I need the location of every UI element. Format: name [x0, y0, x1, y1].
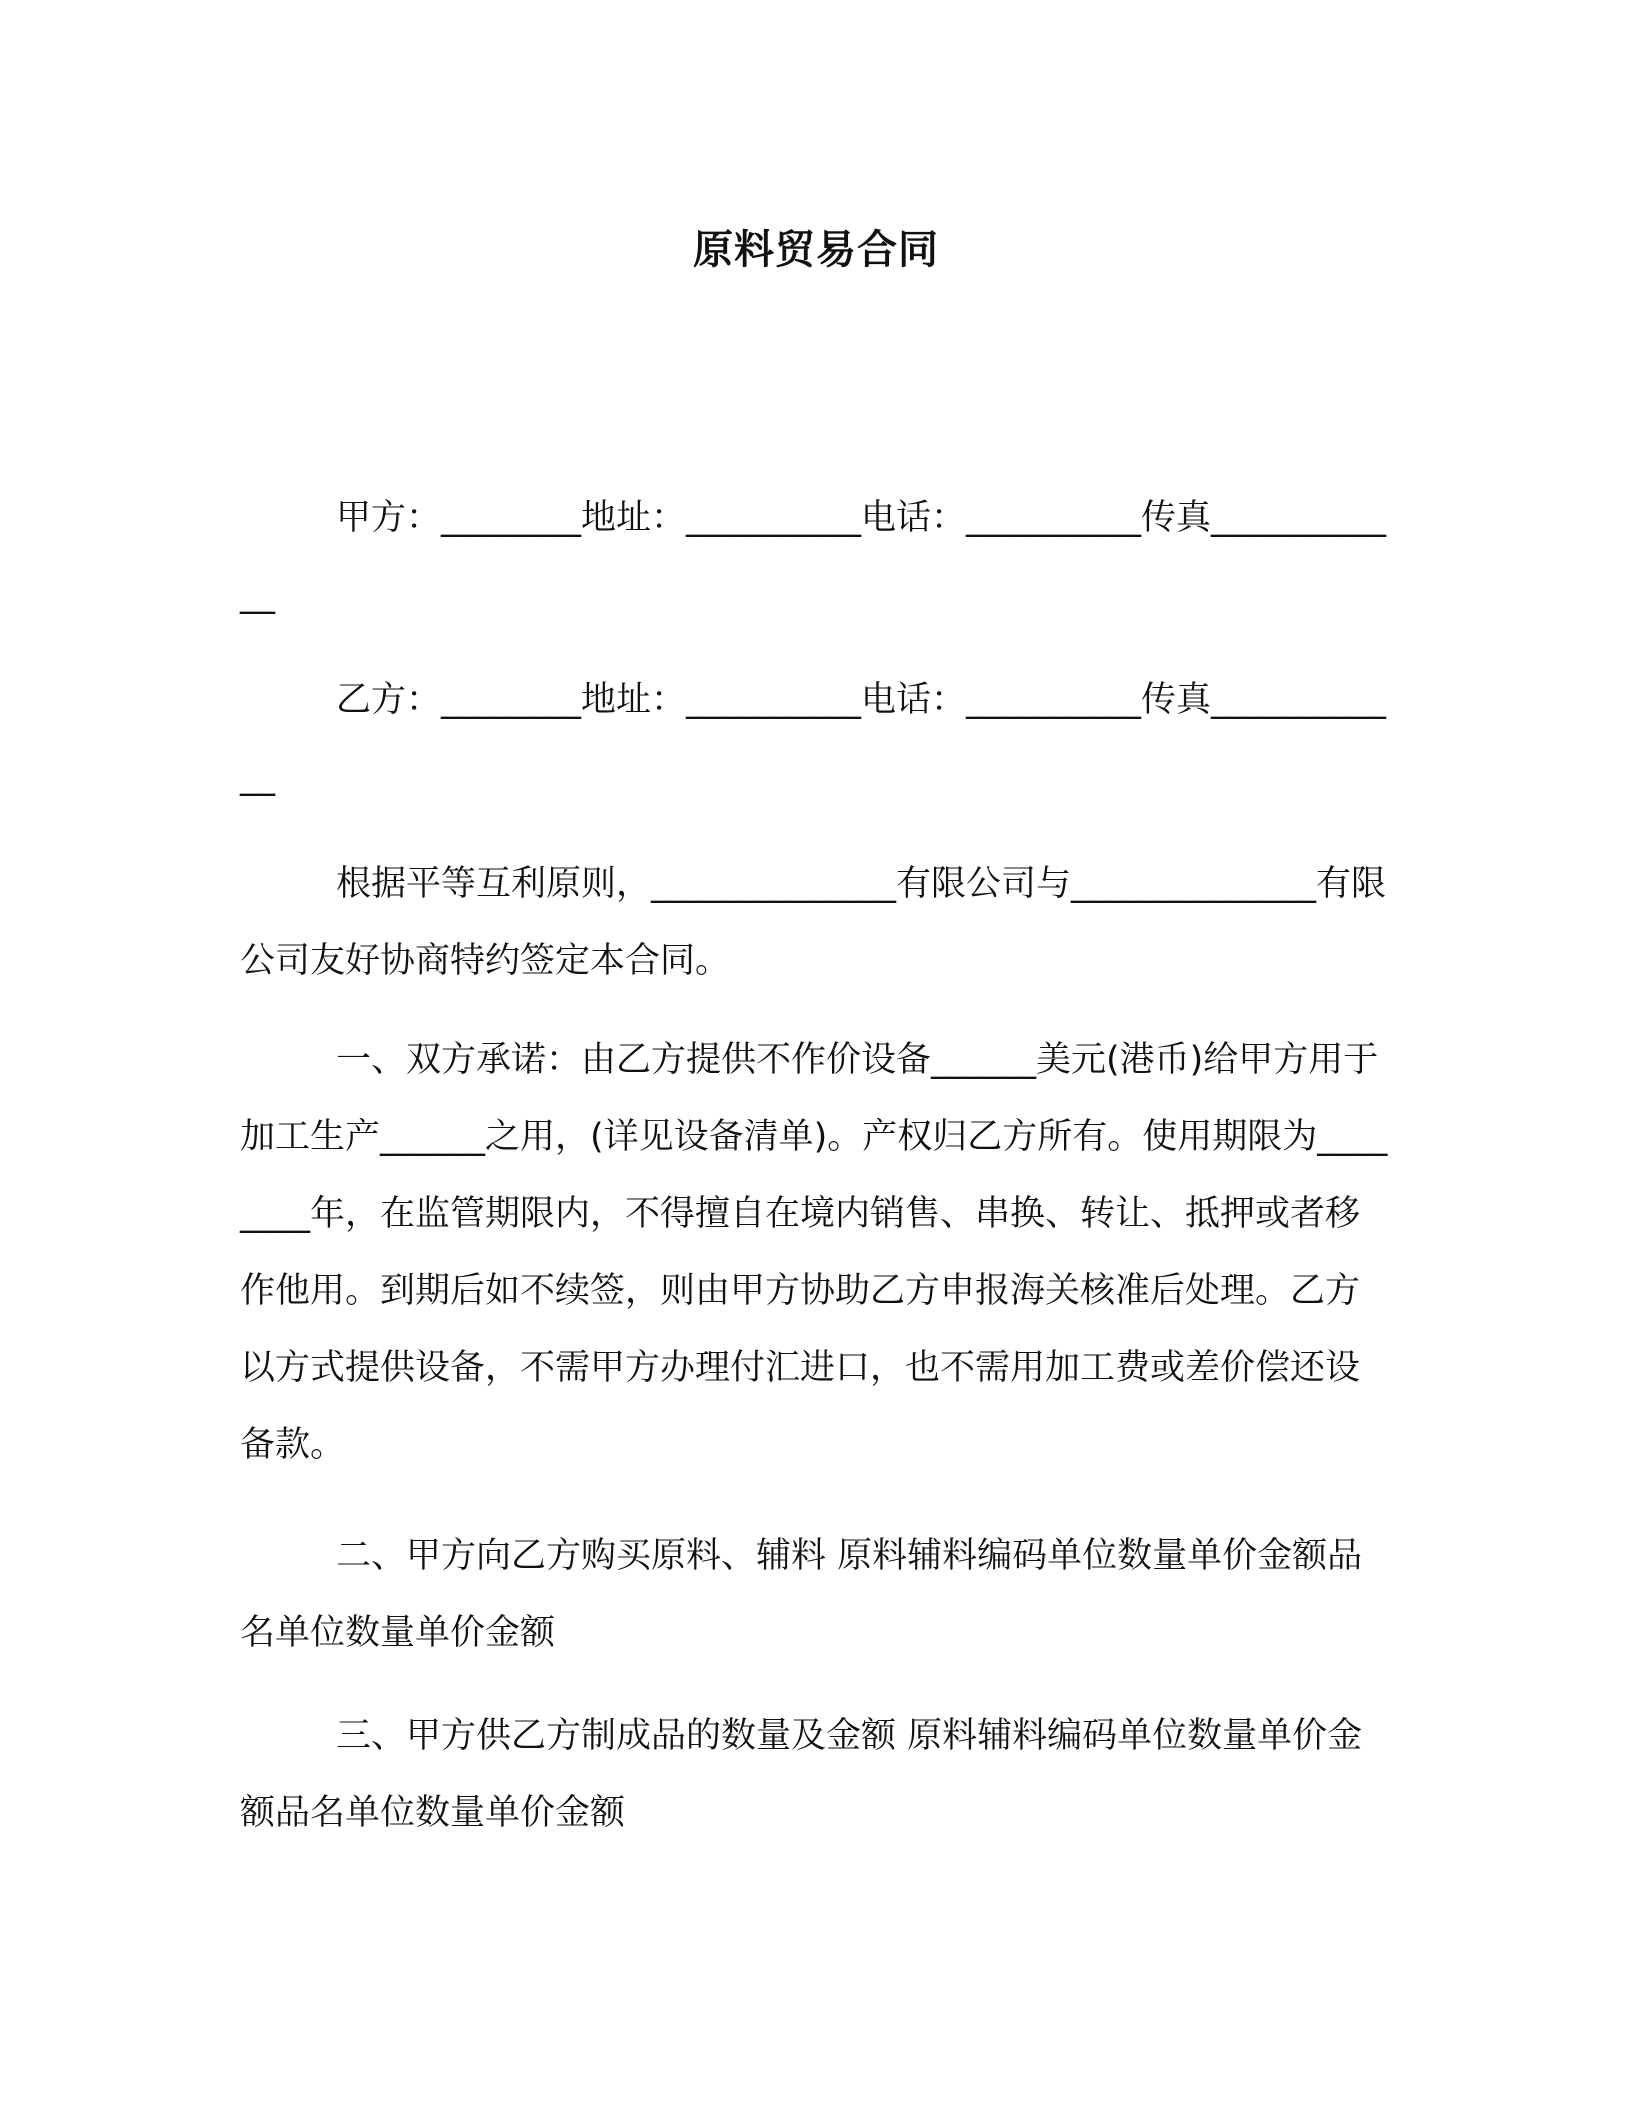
- document-title: 原料贸易合同: [693, 227, 939, 273]
- party-a-info-paragraph: 甲方：________地址：__________电话：__________传真____________: [240, 498, 1387, 615]
- clause-2-paragraph: 二、甲方向乙方购买原料、辅料 原料辅料编码单位数量单价金额品名单位数量单价金额: [240, 1536, 1363, 1653]
- preamble-paragraph: 根据平等互利原则，______________有限公司与______________有限公司友好协商特约签定本合同。: [240, 864, 1387, 981]
- clause-3-paragraph: 三、甲方供乙方制成品的数量及金额 原料辅料编码单位数量单价金额品名单位数量单价金额: [240, 1716, 1363, 1833]
- clause-1-paragraph: 一、双方承诺：由乙方提供不作价设备______美元(港币)给甲方用于加工生产______之用，(详见设备清单)。产权归乙方所有。使用期限为________年，在监管期限内，不得擅自在境内销售、串换、转让、抵押或者移作他用。到期后如不续签，则由甲方协助乙方申报海关核准后处理。乙方以方式提供设备，不需甲方办理付汇进口，也不需用加工费或差价偿还设备款。: [240, 1040, 1388, 1465]
- party-b-info-paragraph: 乙方：________地址：__________电话：__________传真____________: [240, 680, 1387, 797]
